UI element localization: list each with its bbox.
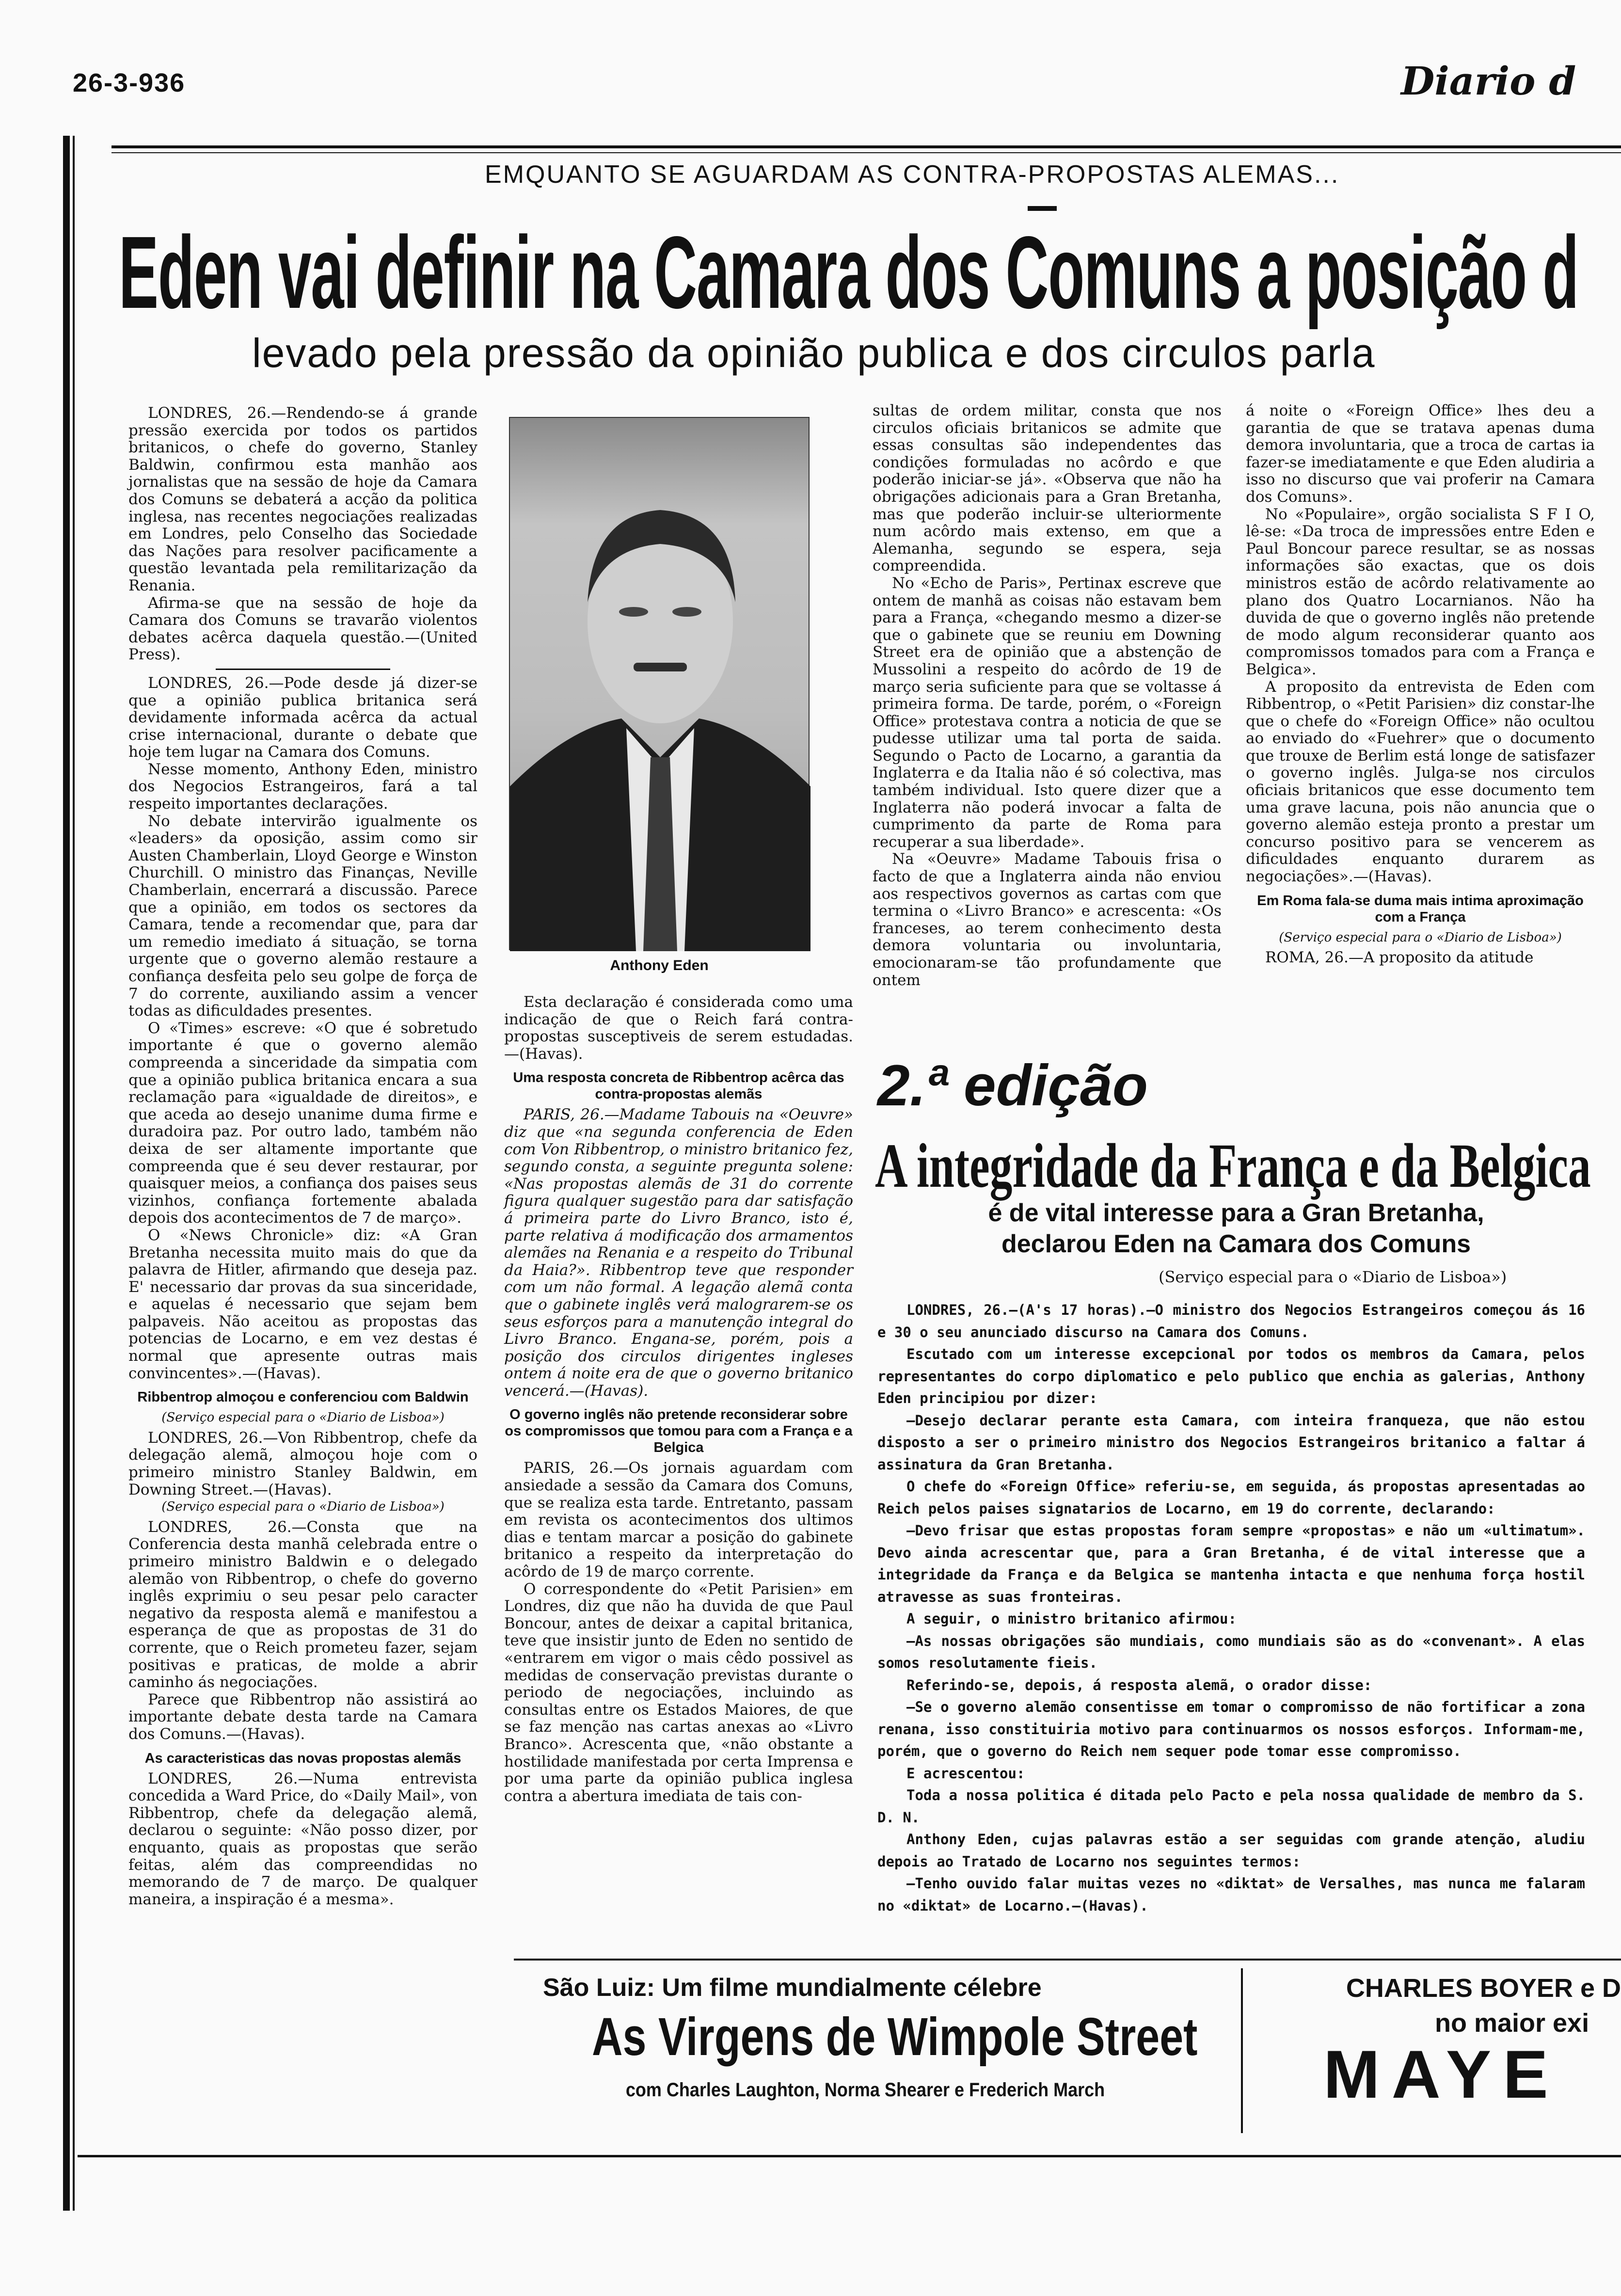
paragraph: PARIS, 26.—Os jornais aguardam com ansiedade a sessão da Camara dos Comuns, que se realiza esta tarde. Entretanto, passam em revista os acontecimentos dos ultimos dias e tentam marcar a posição do gabinete britanico a respeito da interpretação do acôrdo de 19 de março corrente. <box>504 1459 853 1581</box>
paragraph: LONDRES, 26.—Consta que na Conferencia desta manhã celebrada entre o primeiro ministro Baldwin e o delegado alemão von Ribbentrop, o chefe do governo inglês exprimiu o seu pesar pelo caracter negativo da resposta alemã e manifestou a esperança de que as propostas de 31 do corrente, que o Reich prometeu fazer, sejam positivas e praticas, de molde a abrir caminho ás negociações. <box>128 1518 477 1691</box>
second-edition-credit: (Serviço especial para o «Diario de Lisboa») <box>1159 1268 1507 1286</box>
paragraph: Esta declaração é considerada como uma indicação de que o Reich fará contra-propostas susceptiveis de serem estudadas.—(Havas). <box>504 993 853 1063</box>
paragraph: O correspondente do «Petit Parisien» em Londres, diz que não ha duvida de que Paul Boncour, antes de deixar a capital britanica, teve que insistir junto de Eden no sentido de «entrarem em vigor o mais cêdo possivel as medidas de conservação previstas durante o periodo de negociações, incluindo as consultas entre os Estados Maiores, de que se faz menção nas cartas anexas ao «Livro Branco». Acrescenta que, «não obstante a hostilidade manifestada por certa Imprensa e por uma parte da opinião publica inglesa contra a abertura imediata de tais con- <box>504 1580 853 1805</box>
paragraph: ROMA, 26.—A proposito da atitude <box>1265 949 1534 967</box>
main-headline: Eden vai definir na Camara dos Comuns a posição d <box>119 215 1579 330</box>
paragraph: LONDRES, 26.—Numa entrevista concedida a Ward Price, do «Daily Mail», von Ribbentrop, chefe da delegação alemã, declarou o seguinte: «Não posso dizer, por enquanto, quais as propostas que serão feitas, além das compreendidas no memorando de 7 de março. De qualquer maneira, a inspiração é a mesma». <box>128 1770 477 1908</box>
ad-cinema-line: São Luiz: Um filme mundialmente célebre <box>543 1974 1042 2002</box>
ad-film-title: As Virgens de Wimpole Street <box>592 2007 1198 2067</box>
subhead-line: é de vital interesse para a Gran Bretanha, <box>988 1199 1484 1227</box>
ad-film-title: MAYE <box>1323 2036 1560 2112</box>
section-heading: Em Roma fala-se duma mais intima aproximação com a França <box>1257 893 1584 925</box>
ad-star-line: CHARLES BOYER e D <box>1346 1974 1621 2003</box>
paragraph: PARIS, 26.—Madame Tabouis na «Oeuvre» diz que «na segunda conferencia de Eden com Von Ribbentrop, o ministro britanico fez, segundo consta, a seguinte pregunta solene: «Nas propostas alemãs de 31 do corrente figura qualquer sugestão para dar satisfação á primeira parte do Livro Branco, isto é, parte relativa á modificação dos armamentos alemães na Renania e a respeito do Tribunal da Haia?». Ribbentrop teve que responder com um não formal. A legação alemã conta que o gabinete inglês verá malograrem-se os seus esforços para a manutenção integral do Livro Branco. Engana-se, porém, pois a posição dos circulos dirigentes ingleses ontem á noite era de que o governo britanico vencerá.—(Havas). <box>504 1106 853 1400</box>
paragraph: —As nossas obrigações são mundiais, como mundiais são as do «convenant». A elas somos resolutamente fieis. <box>877 1632 1585 1671</box>
paragraph: E acrescentou: <box>906 1765 1025 1782</box>
paragraph: O «News Chronicle» diz: «A Gran Bretanha necessita muito mais do que da palavra de Hitler, afirmando que deseja paz. E' necessario dar provas da sua sinceridade, e aquelas é necessario que sejam bem palpaveis. Não aceitou as propostas das potencias de Locarno, e em vez destas é normal que apresente outras mais convincentes».—(Havas). <box>128 1226 477 1382</box>
section-heading: Ribbentrop almoçou e conferenciou com Baldwin <box>137 1389 469 1405</box>
issue-date: 26-3-936 <box>73 68 186 97</box>
kicker-rule <box>1028 206 1057 211</box>
paragraph: Escutado com um interesse excepcional por todos os membros da Camara, pelos representantes do corpo diplomatico e pelo publico que enchia as galerias, Anthony Eden principiou por dizer: <box>877 1346 1585 1406</box>
paragraph: LONDRES, 26.—Pode desde já dizer-se que a opinião publica britanica será devidamente informada acêrca da actual crise internacional, durante o debate que hoje tem lugar na Camara dos Comuns. <box>128 674 477 761</box>
paragraph: á noite o «Foreign Office» lhes deu a garantia de que se tratava apenas duma demora involuntaria, que a troca de cartas ia fazer-se imediatamente e que Eden aludiria a isso no discurso que vai proferir na Camara dos Comuns». <box>1246 402 1595 506</box>
second-edition-headline: A integridade da França e da Belgica <box>875 1131 1591 1201</box>
second-edition-label: 2.ª edição <box>877 1053 1148 1118</box>
paragraph: Nesse momento, Anthony Eden, ministro dos Negocios Estrangeiros, fará a tal respeito importantes declarações. <box>128 760 477 813</box>
paragraph: Parece que Ribbentrop não assistirá ao importante debate desta tarde na Camara dos Comuns.—(Havas). <box>128 1690 477 1743</box>
kicker-headline: EMQUANTO SE AGUARDAM AS CONTRA-PROPOSTAS ALEMAS... <box>485 160 1340 189</box>
ad-divider <box>1241 1968 1243 2133</box>
article-column-2 <box>504 994 853 1963</box>
anthony-eden-photo <box>509 417 810 950</box>
section-credit: (Serviço especial para o «Diario de Lisboa») <box>161 1499 445 1515</box>
bottom-rule <box>78 2155 1621 2157</box>
paragraph: —Tenho ouvido falar muitas vezes no «diktat» de Versalhes, mas nunca me falaram no «diktat» de Locarno.—(Havas). <box>877 1875 1585 1914</box>
paragraph: sultas de ordem militar, consta que nos circulos oficiais britanicos se admite que essas consultas são independentes das condições formuladas no acôrdo e que poderão iniciar-se já». «Observa que não ha obrigações adicionais para a Gran Bretanha, mas que poderão incluir-se ulteriormente num acôrdo mais extenso, em que a Alemanha, segundo se espera, seja compreendida. <box>873 402 1222 575</box>
photo-caption: Anthony Eden <box>610 957 709 973</box>
ad-tagline: no maior exi <box>1435 2009 1589 2038</box>
masthead: Diario d <box>1401 58 1576 104</box>
paragraph: Referindo-se, depois, á resposta alemã, o orador disse: <box>906 1676 1372 1693</box>
article-column-4 <box>1246 402 1595 1028</box>
paragraph: A proposito da entrevista de Eden com Ribbentrop, o «Petit Parisien» diz constar-lhe que o chefe do «Foreign Office» não ocultou ao enviado do «Fuehrer» que o documento que trouxe de Berlim está longe de satisfazer o governo inglês. Julga-se nos circulos oficiais britanicos que esse documento tem uma grave lacuna, pois não anuncia que o governo alemão esteja pronto a prestar um concurso positivo para se vencerem as dificuldades enquanto durarem as negociações».—(Havas). <box>1246 678 1595 886</box>
article-column-1 <box>128 405 477 1963</box>
paragraph: No «Populaire», orgão socialista S F I O, lê-se: «Da troca de impressões entre Eden e Paul Boncour parece resultar, se as nossas informações são exactas, que os dois ministros estão de acôrdo relativamente ao plano dos Quatro Locarnianos. Não ha duvida de que o governo inglês não pretende de modo algum reconsiderar quanto aos compromissos tomados para com a França e Belgica». <box>1246 505 1595 678</box>
paragraph: —Se o governo alemão consentisse em tomar o compromisso de não fortificar a zona renana, isso constituiria motivo para continuarmos os nossos esforços. Informam-me, porém, que o governo do Reich nem sequer pode tomar esse compromisso. <box>877 1699 1585 1759</box>
paragraph: No «Echo de Paris», Pertinax escreve que ontem de manhã as coisas não estavam bem para a França, «chegando mesmo a dizer-se que o gabinete que se reuniu em Downing Street era de opinião que a abstenção de Mussolini a respeito do acôrdo de 19 de março seria suficiente para que se voltasse á primeira forma. De tarde, porém, o «Foreign Office» protestava contra a noticia de que se pudesse utilizar uma tal porta de saida. Segundo o Pacto de Locarno, a garantia da Inglaterra e da Italia não é só colectiva, mas também individual. Isto quere dizer que a Inglaterra não poderá invocar a falta de cumprimento da parte de Roma para recuperar a sua liberdade». <box>873 574 1222 851</box>
paragraph: Afirma-se que na sessão de hoje da Camara dos Comuns se travarão violentos debates acêrca daquela questão.—(United Press). <box>128 594 477 664</box>
ad-cast: com Charles Laughton, Norma Shearer e Frederich March <box>625 2079 1105 2101</box>
portrait-illustration <box>510 418 810 951</box>
paragraph: O chefe do «Foreign Office» referiu-se, em seguida, ás propostas apresentadas ao Reich pelos paises signatarios de Locarno, em 19 do corrente, declarando: <box>877 1478 1585 1517</box>
left-margin-bar <box>63 136 70 2211</box>
paragraph: No debate intervirão igualmente os «leaders» da oposição, assim como sir Austen Chamberlain, Lloyd George e Winston Churchill. O ministro das Finanças, Neville Chamberlain, encerrará a discussão. Parece que a opinião, em todos os sectores da Camara, tende a recomendar que, para dar um remedio imediato á situação, se torna urgente que o governo alemão restaure a confiança desfeita pelo seu golpe de força de 7 do corrente, auxiliando assim a vencer todas as dificuldades presentes. <box>128 812 477 1020</box>
top-rule <box>111 145 1621 148</box>
section-heading: As caracteristicas das novas propostas alemãs <box>144 1750 461 1766</box>
cinema-ad-sao-luiz <box>524 1973 1207 2101</box>
top-rule-thin <box>111 152 1621 153</box>
paragraph: A seguir, o ministro britanico afirmou: <box>906 1610 1237 1627</box>
section-heading: O governo inglês não pretende reconsiderar sobre os compromissos que tomou para com a França e a Belgica <box>505 1407 853 1456</box>
paragraph: Na «Oeuvre» Madame Tabouis frisa o facto de que a Inglaterra ainda não enviou aos respectivos governos as cartas com que termina o «Livro Branco» e acrescenta: «Os franceses, ao terem conhecimento desta demora voluntaria ou involuntaria, emocionaram-se tão profundamente que ontem <box>873 850 1222 989</box>
subhead-line: declarou Eden na Camara dos Comuns <box>1001 1230 1471 1258</box>
paragraph: O «Times» escreve: «O que é sobretudo importante é que o governo alemão compreenda a sinceridade da simpatia com que a opinião publica britanica encara a sua reclamação para «igualdade de direitos», e que aceda ao desejo unanime duma firme e duradoira paz. Por outro lado, também não deixa de ser altamente importante que compreenda que é seu dever restaurar, por quaisquer meios, a confiança dos paises seus vizinhos, confiança fortemente abalada depois dos acontecimentos de 7 de março». <box>128 1019 477 1227</box>
paragraph: LONDRES, 26.—(A's 17 horas).—O ministro dos Negocios Estrangeiros começou ás 16 e 30 o seu anunciado discurso na Camara dos Comuns. <box>877 1302 1585 1340</box>
sub-headline: levado pela pressão da opinião publica e dos circulos parla <box>252 330 1376 376</box>
paragraph: Toda a nossa politica é ditada pelo Pacto e pela nossa qualidade de membro da S. D. N. <box>877 1787 1585 1826</box>
second-edition-body <box>877 1299 1585 1914</box>
paragraph: —Desejo declarar perante esta Camara, com inteira franqueza, que não estou disposto a ser o primeiro ministro dos Negocios Estrangeiros britanico a faltar á assinatura da Gran Bretanha. <box>877 1412 1585 1473</box>
divider <box>216 669 390 670</box>
section-credit: (Serviço especial para o «Diario de Lisboa») <box>1279 930 1562 945</box>
article-column-3 <box>873 402 1222 1028</box>
section-heading: Uma resposta concreta de Ribbentrop acêrca das contra-propostas alemãs <box>513 1070 844 1102</box>
second-edition-subhead <box>897 1197 1575 1260</box>
paragraph: —Devo frisar que estas propostas foram sempre «propostas» e não um «ultimatum». Devo ainda acrescentar que, para a Gran Bretanha, é de vital interesse que a integridade da França e da Belgica se mantenha intacta e que nenhuma força hostil atravesse as suas fronteiras. <box>877 1522 1585 1605</box>
section-credit: (Serviço especial para o «Diario de Lisboa») <box>161 1410 445 1425</box>
left-margin-bar-2 <box>73 136 75 2211</box>
ad-top-rule <box>514 1959 1621 1961</box>
paragraph: LONDRES, 26.—Rendendo-se á grande pressão exercida por todos os partidos britanicos, o chefe do governo, Stanley Baldwin, confirmou esta manhão aos jornalistas que na sessão de hoje da Camara dos Comuns se debaterá a acção da politica inglesa, nas recentes negociações realizadas em Londres, pelo Conselho das Sociedade das Nações para resolver pacificamente a questão levantada pela remilitarização da Renania. <box>128 404 477 594</box>
paragraph: Anthony Eden, cujas palavras estão a ser seguidas com grande atenção, aludiu depois ao Tratado de Locarno nos seguintes termos: <box>877 1831 1585 1870</box>
cinema-ad-boyer <box>1275 1973 1621 2111</box>
paragraph: LONDRES, 26.—Von Ribbentrop, chefe da delegação alemã, almoçou hoje com o primeiro ministro Stanley Baldwin, em Downing Street.—(Havas). <box>128 1429 477 1499</box>
